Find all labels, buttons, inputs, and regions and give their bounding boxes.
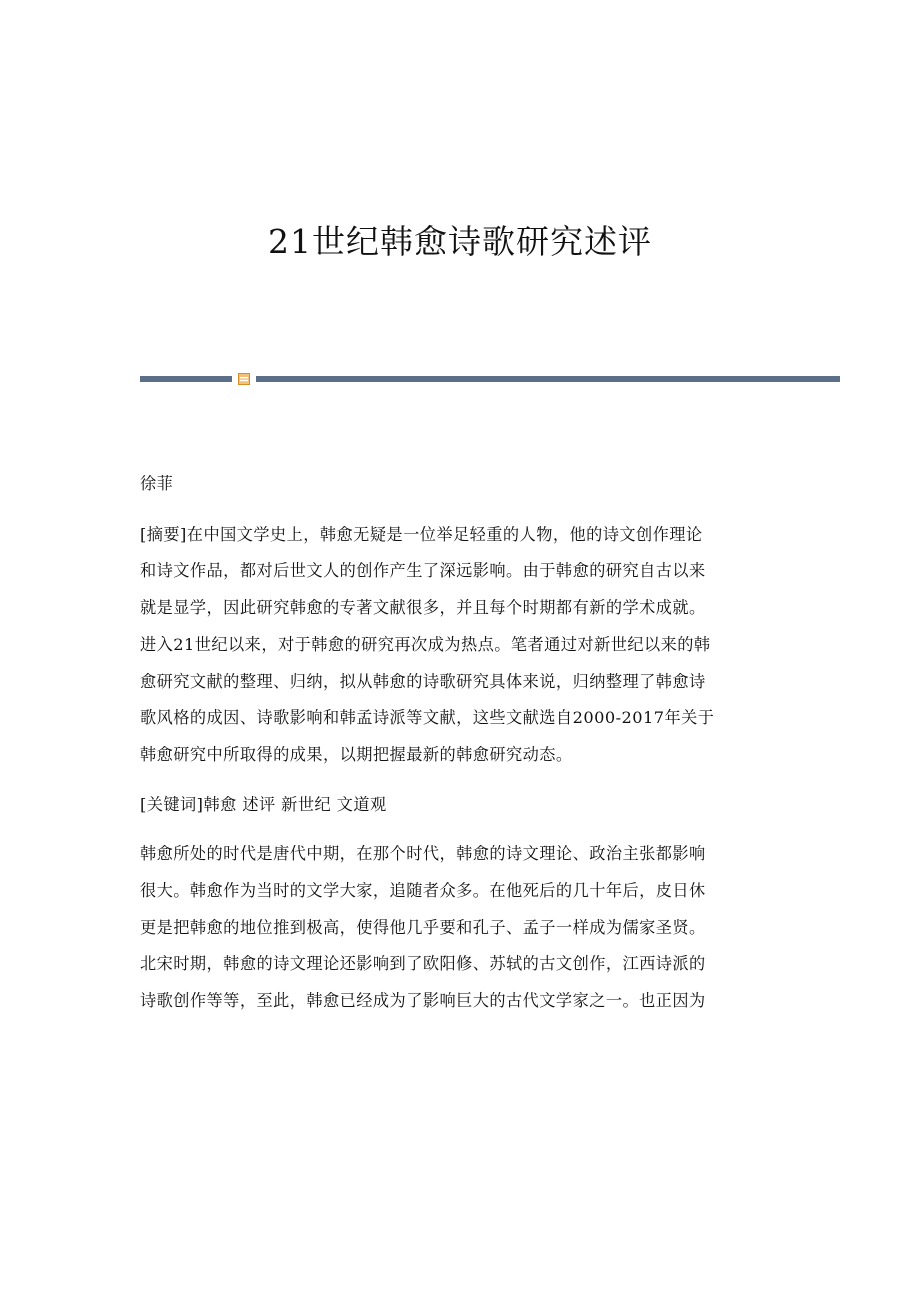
page-title: 21世纪韩愈诗歌研究述评: [268, 222, 652, 261]
abstract-line: 就是显学，因此研究韩愈的专著文献很多，并且每个时期都有新的学术成就。: [140, 598, 706, 618]
author-name: 徐菲: [140, 474, 174, 493]
abstract-line: 歌风格的成因、诗歌影响和韩孟诗派等文献，这些文献选自2000-2017年关于: [140, 708, 715, 728]
divider-bar-left: [140, 376, 232, 382]
body-line: 北宋时期，韩愈的诗文理论还影响到了欧阳修、苏轼的古文创作，江西诗派的: [140, 954, 706, 974]
abstract-line: 进入21世纪以来，对于韩愈的研究再次成为热点。笔者通过对新世纪以来的韩: [140, 634, 711, 654]
body-paragraph: [140, 836, 780, 1020]
abstract-line: 愈研究文献的整理、归纳，拟从韩愈的诗歌研究具体来说，归纳整理了韩愈诗: [140, 671, 706, 691]
body-line: 韩愈所处的时代是唐代中期，在那个时代，韩愈的诗文理论、政治主张都影响: [140, 844, 706, 864]
divider-ornament-icon: [238, 373, 250, 385]
body-line: 诗歌创作等等，至此，韩愈已经成为了影响巨大的古代文学家之一。也正因为: [140, 991, 706, 1011]
body-line: 更是把韩愈的地位推到极高，使得他几乎要和孔子、孟子一样成为儒家圣贤。: [140, 917, 706, 937]
keywords-line: [关键词]韩愈 述评 新世纪 文道观: [140, 794, 387, 814]
abstract-line: 韩愈研究中所取得的成果，以期把握最新的韩愈研究动态。: [140, 744, 573, 764]
divider-bar-right: [256, 376, 840, 382]
body-line: 很大。韩愈作为当时的文学大家，追随者众多。在他死后的几十年后，皮日休: [140, 881, 706, 901]
abstract-line: 和诗文作品，都对后世文人的创作产生了深远影响。由于韩愈的研究自古以来: [140, 561, 706, 581]
document-content: [140, 466, 780, 1020]
title-divider: [140, 373, 840, 385]
abstract-line: [摘要]在中国文学史上，韩愈无疑是一位举足轻重的人物，他的诗文创作理论: [140, 524, 703, 544]
abstract-paragraph: [140, 517, 780, 774]
